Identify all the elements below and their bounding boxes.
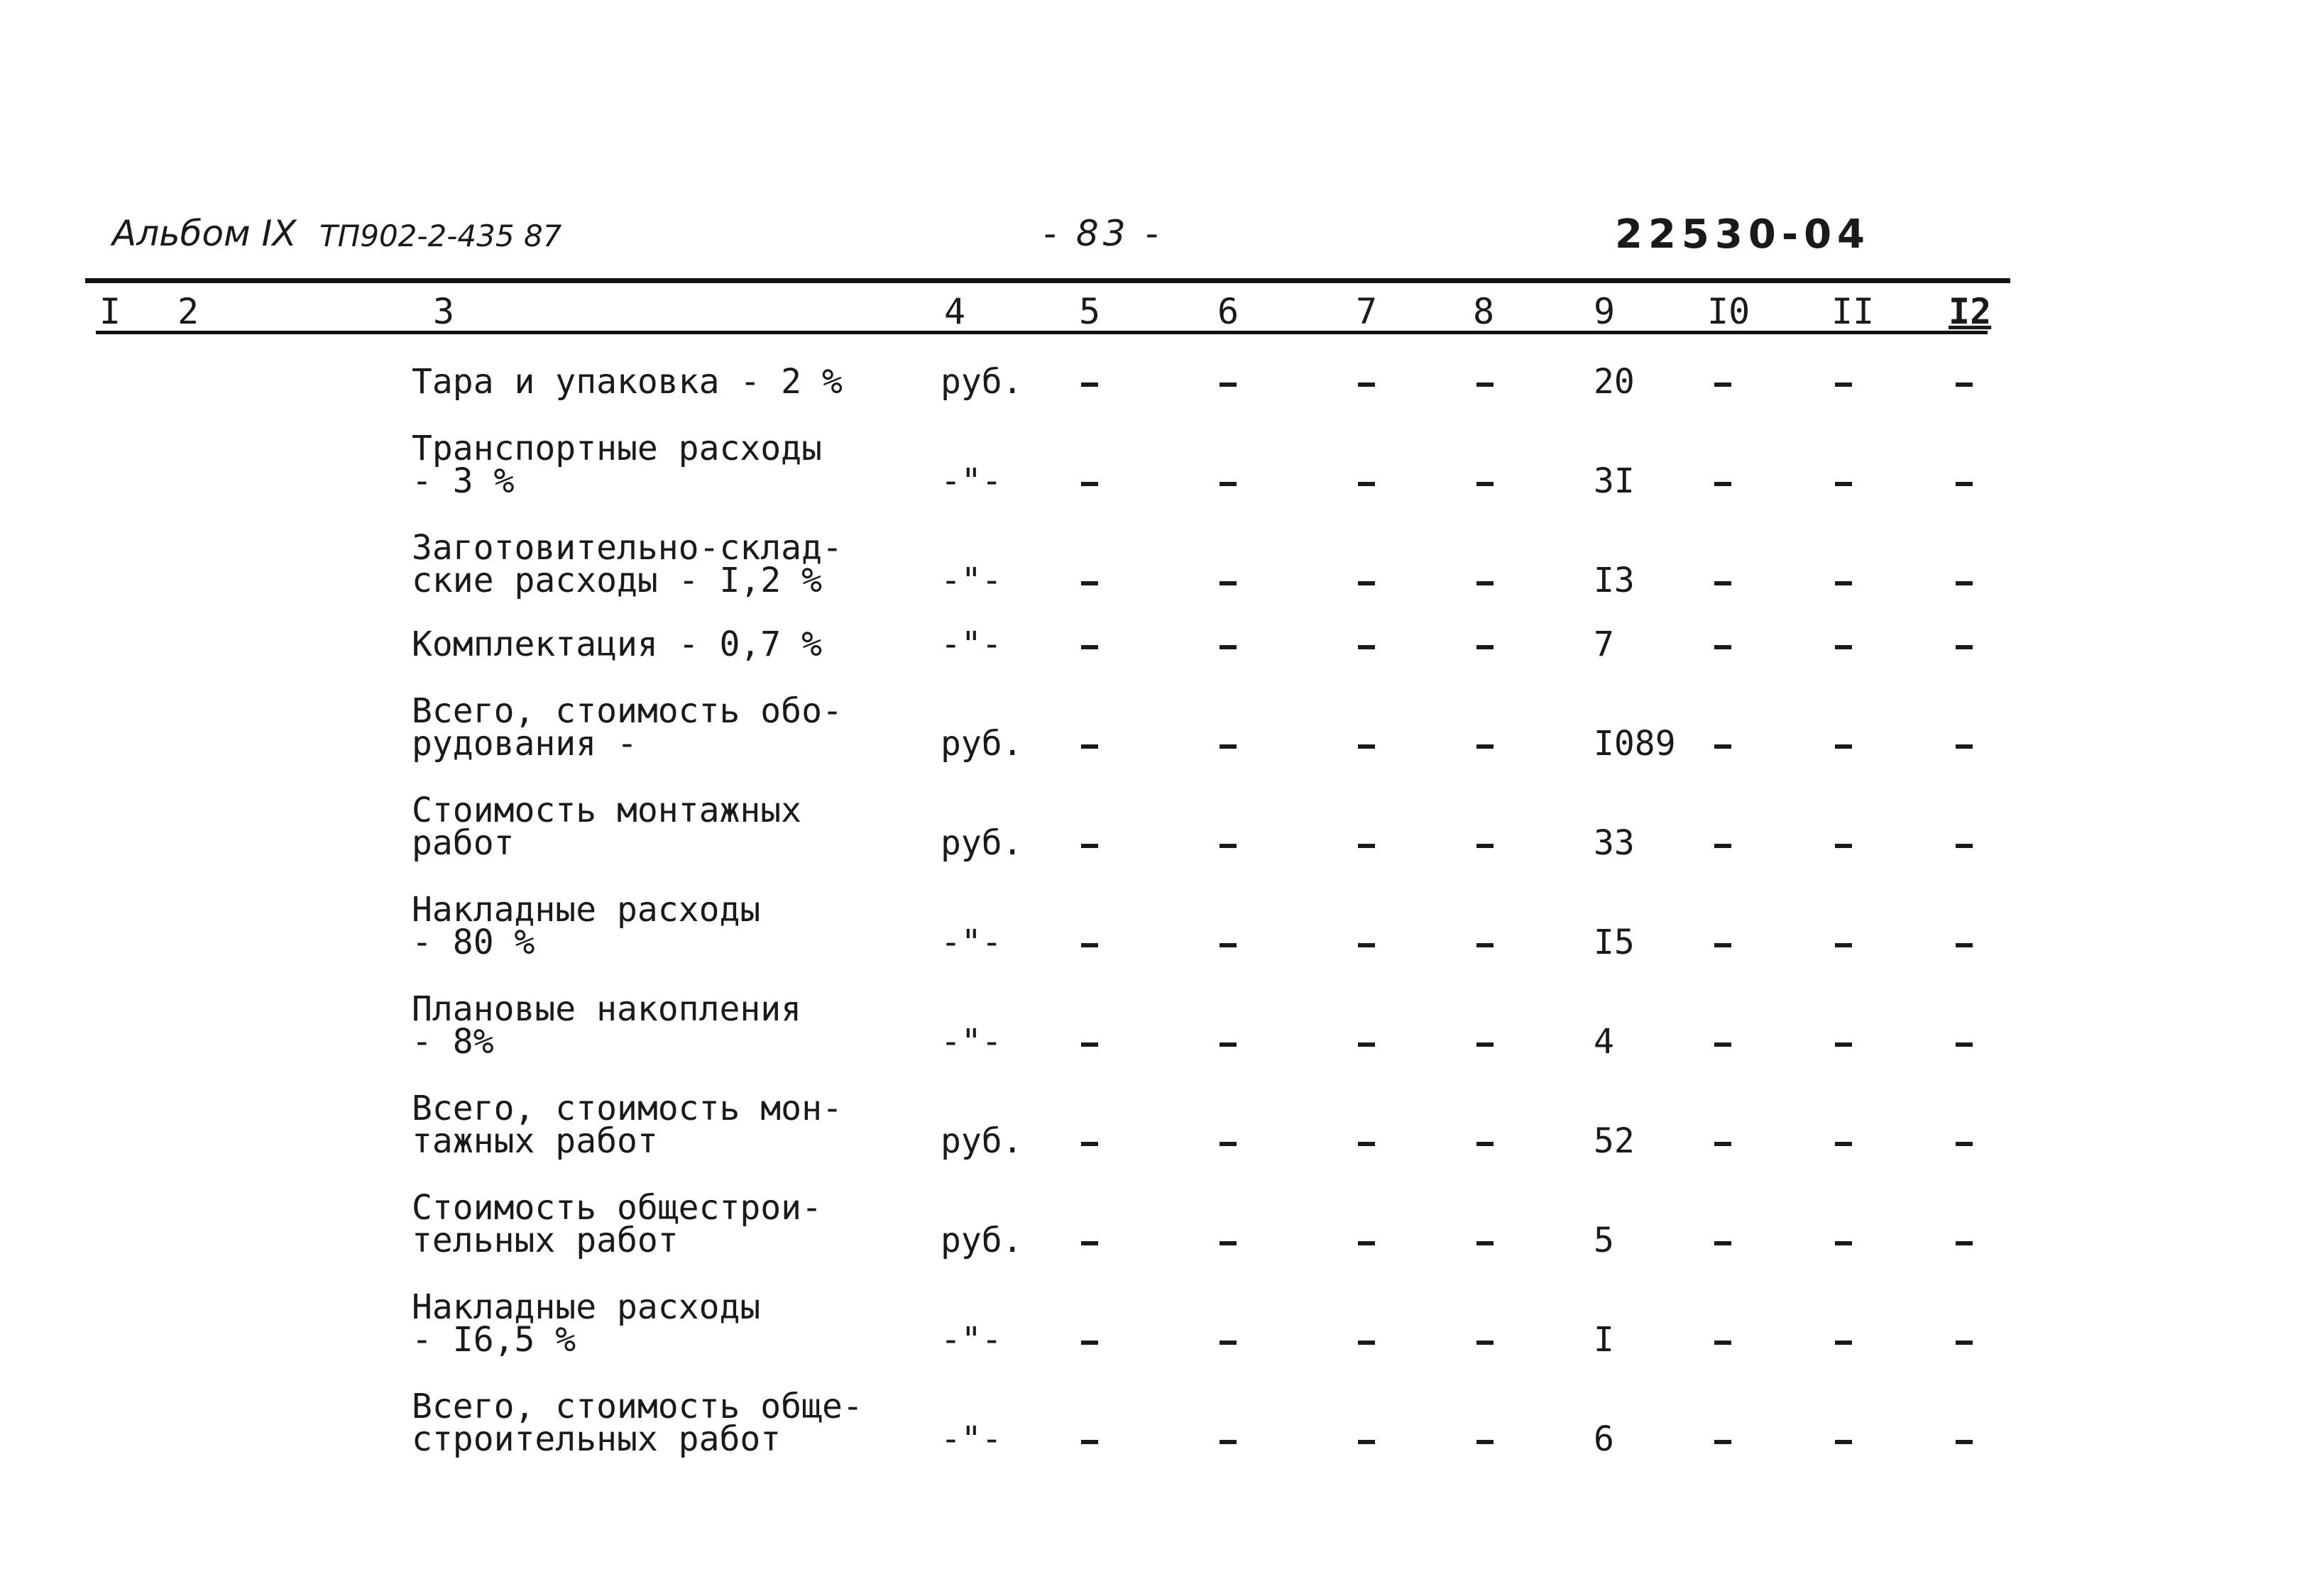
empty-cell-dash xyxy=(1835,943,1852,947)
empty-cell-dash xyxy=(1476,1042,1494,1047)
empty-cell-dash xyxy=(1476,482,1494,486)
empty-cell-dash xyxy=(1835,482,1852,486)
column-number: I0 xyxy=(1707,291,1750,332)
empty-cell-dash xyxy=(1358,943,1375,947)
empty-cell-dash xyxy=(1081,482,1098,486)
empty-cell-dash xyxy=(1835,744,1852,749)
row-value-col9: I3 xyxy=(1594,561,1635,600)
row-description: Плановые накопления - 8% xyxy=(412,989,802,1062)
empty-cell-dash xyxy=(1358,844,1375,848)
empty-cell-dash xyxy=(1714,1341,1731,1345)
empty-cell-dash xyxy=(1835,581,1852,585)
empty-cell-dash xyxy=(1220,482,1237,486)
empty-cell-dash xyxy=(1081,1440,1098,1444)
row-description: Всего, стоимость обще- строительных работ xyxy=(412,1387,863,1459)
row-unit: -"- xyxy=(941,1022,1002,1062)
empty-cell-dash xyxy=(1476,1341,1494,1345)
empty-cell-dash xyxy=(1714,645,1731,649)
empty-cell-dash xyxy=(1835,1241,1852,1245)
page-number: - 83 - xyxy=(1043,213,1163,254)
row-value-col9: 52 xyxy=(1594,1121,1635,1161)
column-number: 5 xyxy=(1079,291,1101,332)
row-unit: -"- xyxy=(941,1320,1002,1360)
empty-cell-dash xyxy=(1220,645,1237,649)
empty-cell-dash xyxy=(1220,1042,1237,1047)
row-unit: -"- xyxy=(941,461,1002,501)
empty-cell-dash xyxy=(1358,482,1375,486)
column-number: 9 xyxy=(1594,291,1616,332)
empty-cell-dash xyxy=(1358,1142,1375,1146)
empty-cell-dash xyxy=(1081,1042,1098,1047)
row-unit: -"- xyxy=(941,624,1002,664)
row-unit: -"- xyxy=(941,561,1002,600)
column-number: 7 xyxy=(1356,291,1378,332)
column-number: I xyxy=(99,291,121,332)
empty-cell-dash xyxy=(1714,844,1731,848)
empty-cell-dash xyxy=(1835,383,1852,387)
column-number: 8 xyxy=(1473,291,1495,332)
row-value-col9: I5 xyxy=(1594,923,1635,962)
empty-cell-dash xyxy=(1714,1042,1731,1047)
empty-cell-dash xyxy=(1956,1241,1973,1245)
empty-cell-dash xyxy=(1220,1142,1237,1146)
row-unit: руб. xyxy=(941,1121,1023,1161)
empty-cell-dash xyxy=(1081,645,1098,649)
column-number: 4 xyxy=(944,291,966,332)
empty-cell-dash xyxy=(1081,1142,1098,1146)
empty-cell-dash xyxy=(1358,1341,1375,1345)
row-description: Транспортные расходы - 3 % xyxy=(412,429,822,501)
empty-cell-dash xyxy=(1081,844,1098,848)
empty-cell-dash xyxy=(1956,482,1973,486)
empty-cell-dash xyxy=(1220,943,1237,947)
empty-cell-dash xyxy=(1220,1341,1237,1345)
empty-cell-dash xyxy=(1081,943,1098,947)
empty-cell-dash xyxy=(1835,645,1852,649)
column-number: II xyxy=(1831,291,1875,332)
column-number: 6 xyxy=(1217,291,1239,332)
row-description: Накладные расходы - 80 % xyxy=(412,890,761,962)
row-value-col9: 20 xyxy=(1594,362,1635,402)
empty-cell-dash xyxy=(1956,1042,1973,1047)
row-unit: -"- xyxy=(941,1419,1002,1459)
empty-cell-dash xyxy=(1835,1440,1852,1444)
empty-cell-dash xyxy=(1956,943,1973,947)
empty-cell-dash xyxy=(1956,844,1973,848)
empty-cell-dash xyxy=(1358,744,1375,749)
empty-cell-dash xyxy=(1220,844,1237,848)
album-label: Альбом IX xyxy=(112,213,297,254)
empty-cell-dash xyxy=(1956,1341,1973,1345)
empty-cell-dash xyxy=(1081,744,1098,749)
row-description: Накладные расходы - I6,5 % xyxy=(412,1287,761,1360)
empty-cell-dash xyxy=(1220,744,1237,749)
row-value-col9: 5 xyxy=(1594,1221,1614,1260)
row-value-col9: 33 xyxy=(1594,823,1635,863)
empty-cell-dash xyxy=(1714,744,1731,749)
empty-cell-dash xyxy=(1220,1440,1237,1444)
row-description: Стоимость общестрои- тельных работ xyxy=(412,1188,822,1260)
empty-cell-dash xyxy=(1714,1440,1731,1444)
empty-cell-dash xyxy=(1358,645,1375,649)
empty-cell-dash xyxy=(1714,1142,1731,1146)
row-value-col9: 4 xyxy=(1594,1022,1614,1062)
empty-cell-dash xyxy=(1476,383,1494,387)
row-unit: -"- xyxy=(941,923,1002,962)
empty-cell-dash xyxy=(1358,383,1375,387)
empty-cell-dash xyxy=(1956,1142,1973,1146)
row-description: Заготовительно-склад- ские расходы - I,2 % xyxy=(412,528,843,600)
empty-cell-dash xyxy=(1081,1241,1098,1245)
empty-cell-dash xyxy=(1835,1042,1852,1047)
row-description: Комплектация - 0,7 % xyxy=(412,624,822,664)
empty-cell-dash xyxy=(1835,1142,1852,1146)
column-number: 2 xyxy=(177,291,199,332)
row-unit: руб. xyxy=(941,362,1023,402)
project-code: ТП902-2-435 87 xyxy=(319,219,562,253)
row-value-col9: 6 xyxy=(1594,1419,1614,1459)
empty-cell-dash xyxy=(1220,581,1237,585)
empty-cell-dash xyxy=(1476,844,1494,848)
row-description: Всего, стоимость обо- рудования - xyxy=(412,691,843,764)
empty-cell-dash xyxy=(1476,1440,1494,1444)
empty-cell-dash xyxy=(1714,482,1731,486)
empty-cell-dash xyxy=(1358,1241,1375,1245)
row-description: Тара и упаковка - 2 % xyxy=(412,362,843,402)
empty-cell-dash xyxy=(1358,581,1375,585)
empty-cell-dash xyxy=(1956,383,1973,387)
row-value-col9: I089 xyxy=(1594,724,1676,764)
empty-cell-dash xyxy=(1835,1341,1852,1345)
row-value-col9: I xyxy=(1594,1320,1614,1360)
column-number: I2 xyxy=(1949,291,1992,332)
empty-cell-dash xyxy=(1081,1341,1098,1345)
empty-cell-dash xyxy=(1358,1440,1375,1444)
empty-cell-dash xyxy=(1476,943,1494,947)
row-description: Стоимость монтажных работ xyxy=(412,791,802,863)
empty-cell-dash xyxy=(1220,1241,1237,1245)
empty-cell-dash xyxy=(1714,1241,1731,1245)
row-unit: руб. xyxy=(941,1221,1023,1260)
empty-cell-dash xyxy=(1956,581,1973,585)
empty-cell-dash xyxy=(1476,1241,1494,1245)
empty-cell-dash xyxy=(1714,383,1731,387)
row-description: Всего, стоимость мон- тажных работ xyxy=(412,1089,843,1161)
empty-cell-dash xyxy=(1081,581,1098,585)
row-unit: руб. xyxy=(941,724,1023,764)
empty-cell-dash xyxy=(1476,744,1494,749)
row-unit: руб. xyxy=(941,823,1023,863)
empty-cell-dash xyxy=(1081,383,1098,387)
row-value-col9: 7 xyxy=(1594,624,1614,664)
empty-cell-dash xyxy=(1476,645,1494,649)
empty-cell-dash xyxy=(1476,581,1494,585)
empty-cell-dash xyxy=(1956,1440,1973,1444)
empty-cell-dash xyxy=(1714,943,1731,947)
empty-cell-dash xyxy=(1956,744,1973,749)
empty-cell-dash xyxy=(1358,1042,1375,1047)
empty-cell-dash xyxy=(1220,383,1237,387)
empty-cell-dash xyxy=(1956,645,1973,649)
empty-cell-dash xyxy=(1835,844,1852,848)
row-value-col9: 3I xyxy=(1594,461,1635,501)
column-number: 3 xyxy=(433,291,455,332)
document-number: 22530-04 xyxy=(1615,211,1870,258)
empty-cell-dash xyxy=(1714,581,1731,585)
empty-cell-dash xyxy=(1476,1142,1494,1146)
